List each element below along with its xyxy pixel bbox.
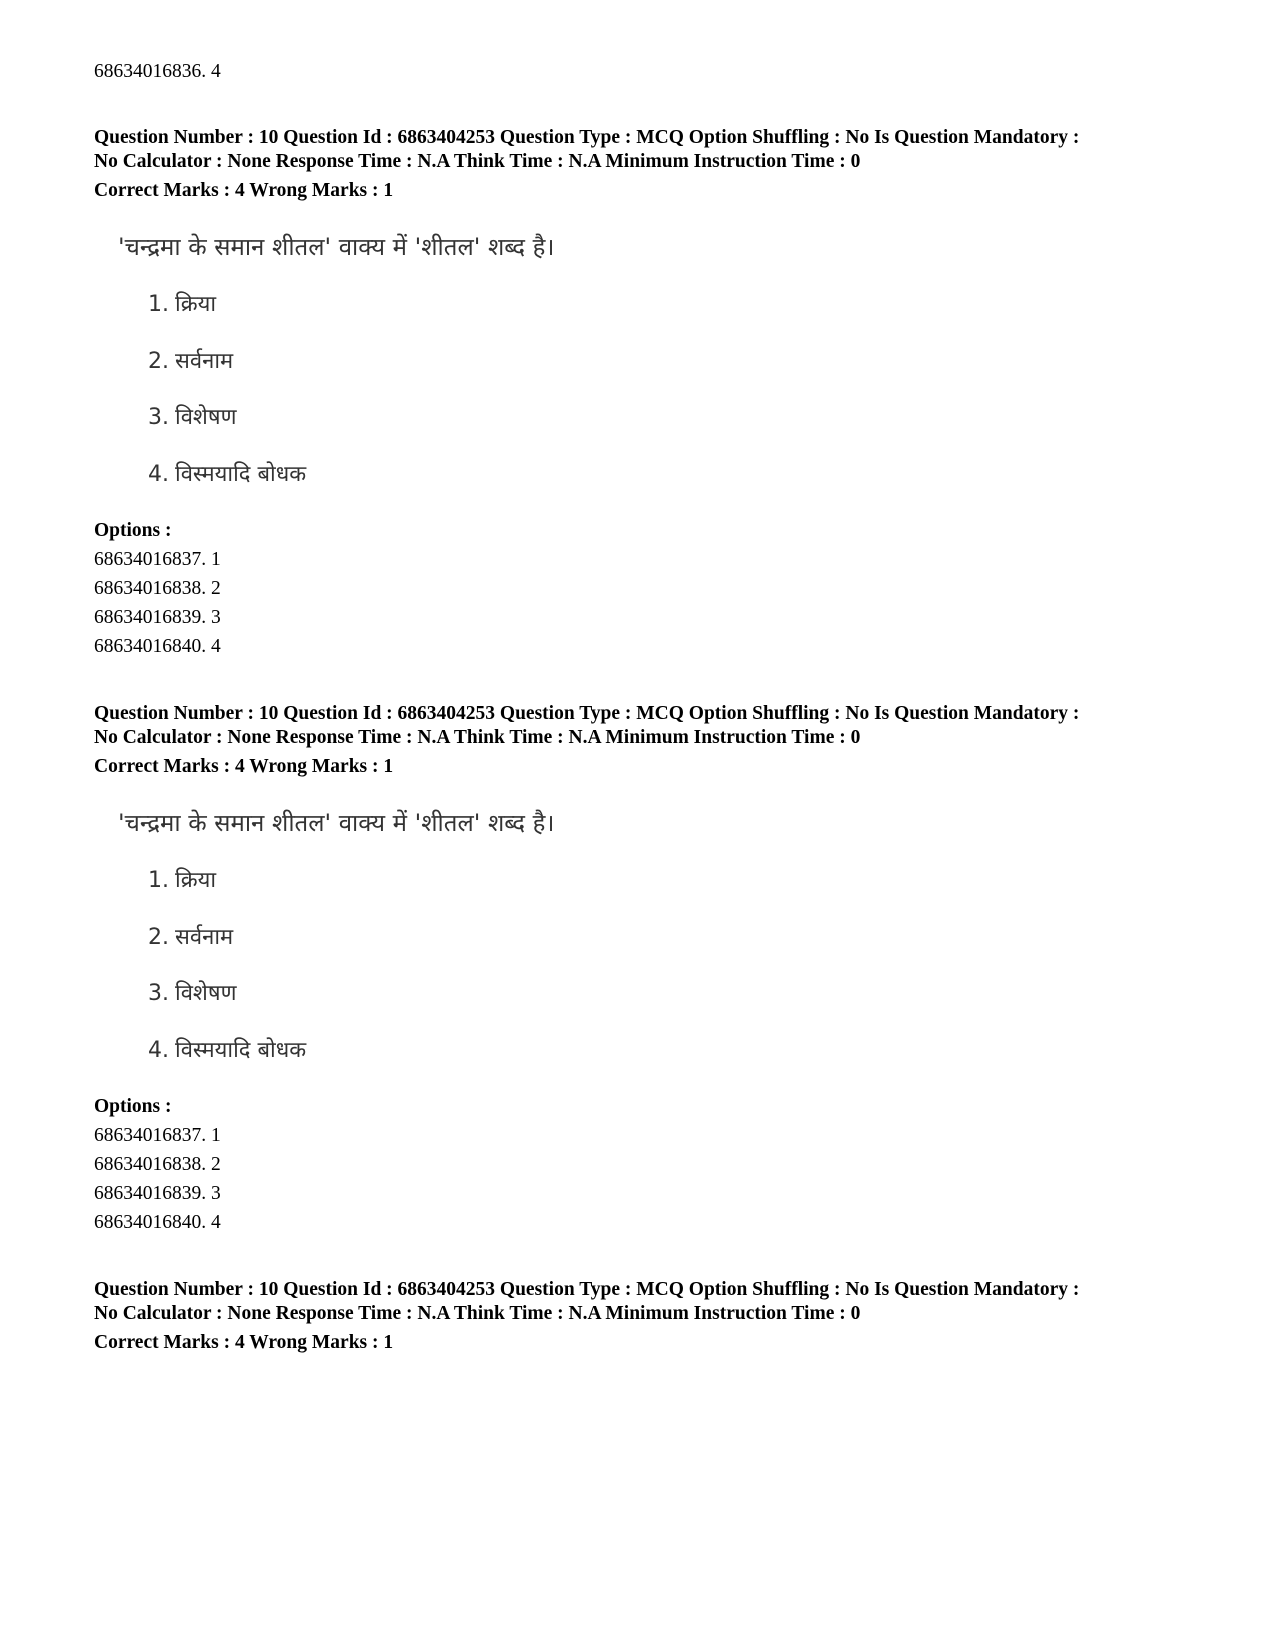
- choice-text: विस्मयादि बोधक: [175, 462, 307, 487]
- choice-number: 4.: [148, 1038, 169, 1063]
- question-header-line1: Question Number : 10 Question Id : 6863404253 Question Type : MCQ Option Shuffling : No Is Question Mandatory :: [94, 1279, 1080, 1300]
- choice-number: 2.: [148, 925, 169, 950]
- question-header-line2: No Calculator : None Response Time : N.A Think Time : N.A Minimum Instruction Time : 0: [94, 1303, 861, 1324]
- choice-text: विस्मयादि बोधक: [175, 1038, 307, 1063]
- choice-text: विशेषण: [175, 981, 237, 1006]
- marks-line: Correct Marks : 4 Wrong Marks : 1: [94, 1332, 394, 1353]
- question-header-line2: No Calculator : None Response Time : N.A Think Time : N.A Minimum Instruction Time : 0: [94, 151, 861, 172]
- options-label: Options :: [94, 1096, 172, 1117]
- option-line: 68634016840. 4: [94, 636, 221, 657]
- question-text: 'चन्द्रमा के समान शीतल' वाक्य में 'शीतल' शब्द है।: [118, 809, 555, 837]
- choice-4: [148, 1036, 306, 1066]
- choice-number: 1.: [148, 292, 169, 317]
- choice-3: [148, 403, 237, 433]
- choice-3: [148, 979, 237, 1009]
- choice-number: 3.: [148, 981, 169, 1006]
- choice-1: [148, 866, 216, 896]
- choice-4: [148, 460, 306, 490]
- choice-text: सर्वनाम: [175, 925, 234, 950]
- choice-text: क्रिया: [175, 292, 217, 317]
- option-line: 68634016837. 1: [94, 1125, 221, 1146]
- choice-number: 4.: [148, 462, 169, 487]
- option-line: 68634016839. 3: [94, 607, 221, 628]
- question-header-line2: No Calculator : None Response Time : N.A Think Time : N.A Minimum Instruction Time : 0: [94, 727, 861, 748]
- question-text: 'चन्द्रमा के समान शीतल' वाक्य में 'शीतल' शब्द है।: [118, 233, 555, 261]
- marks-line: Correct Marks : 4 Wrong Marks : 1: [94, 180, 394, 201]
- question-header-line1: Question Number : 10 Question Id : 6863404253 Question Type : MCQ Option Shuffling : No Is Question Mandatory :: [94, 127, 1080, 148]
- choice-number: 1.: [148, 868, 169, 893]
- choice-number: 2.: [148, 349, 169, 374]
- option-line: 68634016840. 4: [94, 1212, 221, 1233]
- choice-2: [148, 347, 233, 377]
- choice-text: क्रिया: [175, 868, 217, 893]
- options-label: Options :: [94, 520, 172, 541]
- choice-2: [148, 923, 233, 953]
- choice-text: विशेषण: [175, 405, 237, 430]
- option-line: 68634016838. 2: [94, 1154, 221, 1175]
- option-line: 68634016837. 1: [94, 549, 221, 570]
- option-line: 68634016839. 3: [94, 1183, 221, 1204]
- question-header-line1: Question Number : 10 Question Id : 6863404253 Question Type : MCQ Option Shuffling : No Is Question Mandatory :: [94, 703, 1080, 724]
- marks-line: Correct Marks : 4 Wrong Marks : 1: [94, 756, 394, 777]
- option-line: 68634016838. 2: [94, 578, 221, 599]
- choice-1: [148, 290, 216, 320]
- choice-number: 3.: [148, 405, 169, 430]
- option-line-top: 68634016836. 4: [94, 61, 221, 82]
- choice-text: सर्वनाम: [175, 349, 234, 374]
